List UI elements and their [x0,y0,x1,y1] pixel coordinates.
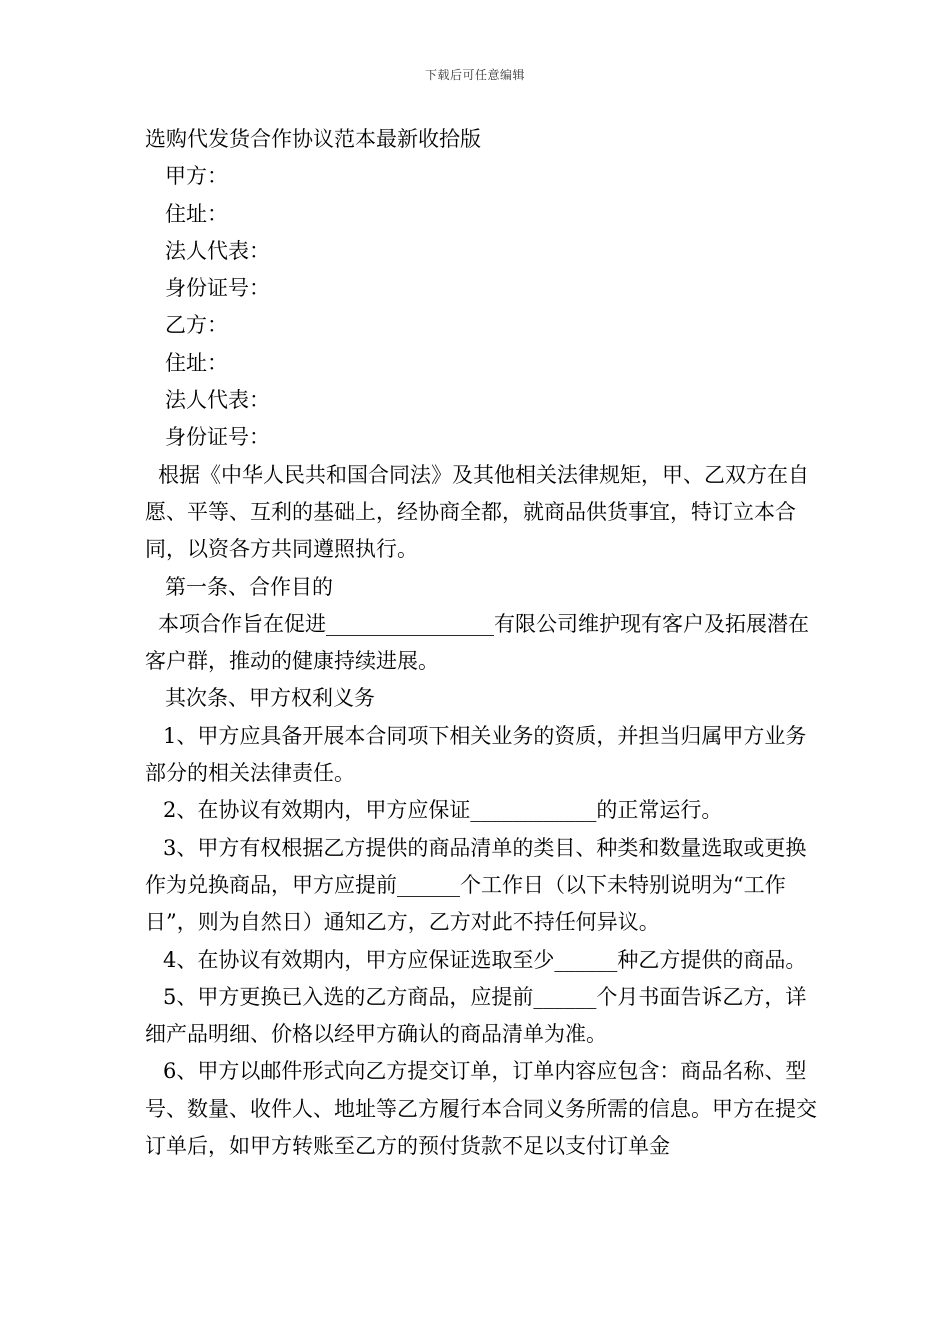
document-title: 选购代发货合作协议范本最新收拾版 [145,127,481,151]
party-b-legal-rep: 法人代表： [165,388,270,413]
article2-clause: 4、在协议有效期内，甲方应保证选取至少______种乙方提供的商品。 [163,947,807,972]
preamble-paragraph: 根据《中华人民共和国合同法》及其他相关法律规矩，甲、乙双方在自愿、平等、互利的基础上，经协商全都，就商品供货事宜，特订立本合同，以资各方共同遵照执行。 [145,462,809,562]
article2-heading: 其次条、甲方权利义务 [165,686,375,711]
article2-clause: 1、甲方应具备开展本合同项下相关业务的资质，并担当归属甲方业务部分的相关法律责任。 [145,723,807,786]
party-b-address: 住址： [165,350,228,375]
party-b-id-no: 身份证号： [165,425,270,450]
article2-clause: 2、在协议有效期内，甲方应保证____________的正常运行。 [163,798,723,823]
article2-clause: 3、甲方有权根据乙方提供的商品清单的类目、种类和数量选取或更换作为兑换商品，甲方应提前______个工作日（以下未特别说明为“工作日”，则为自然日）通知乙方，乙方对此不持任何异议。 [145,835,807,935]
document-body [145,121,825,1165]
party-b-label: 乙方： [165,313,228,338]
party-a-legal-rep: 法人代表： [165,238,270,263]
page-header-note: 下载后可任意编辑 [424,68,525,82]
article2-clause: 6、甲方以邮件形式向乙方提交订单，订单内容应包含：商品名称、型号、数量、收件人、地址等乙方履行本合同义务所需的信息。甲方在提交订单后，如甲方转账至乙方的预付货款不足以支付订单金 [145,1059,817,1159]
party-a-label: 甲方： [165,164,228,189]
article1-body: 本项合作旨在促进________________有限公司维护现有客户及拓展潜在客户群，推动的健康持续进展。 [145,611,809,674]
party-a-address: 住址： [165,201,228,226]
article2-clause: 5、甲方更换已入选的乙方商品，应提前______个月书面告诉乙方，详细产品明细、价格以经甲方确认的商品清单为准。 [145,984,807,1047]
party-a-id-no: 身份证号： [165,276,270,301]
article1-heading: 第一条、合作目的 [165,574,333,599]
